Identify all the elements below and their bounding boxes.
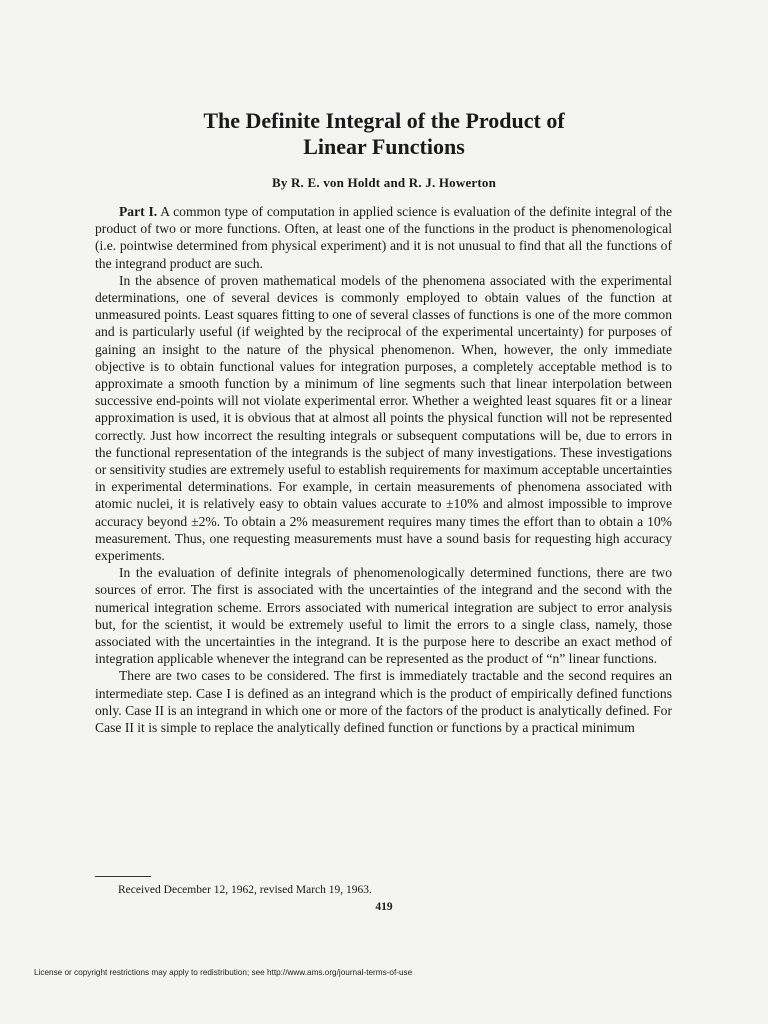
paragraph: There are two cases to be considered. The first is immediately tractable and the second requires an intermediate step. Case I is defined as an integrand which is the product of empirically defined functions only. Case II is an integrand in which one or more of the factors of the product is analytically defined. For Case II it is simple to replace the analytically defined function or functions by a practical minimum <box>95 668 672 736</box>
received-footnote: Received December 12, 1962, revised March 19, 1963. <box>118 884 372 896</box>
paper-title-line-2: Linear Functions <box>303 134 465 159</box>
author-byline: By R. E. von Holdt and R. J. Howerton <box>271 175 497 190</box>
section-lead: Part I. <box>119 204 158 219</box>
paragraph: In the absence of proven mathematical models of the phenomena associated with the experimental determinations, one of several devices is commonly employed to obtain values of the function at unmeasured points. Least squares fitting to one of several classes of functions is one of the more common and is particularly useful (if weighted by the reciprocal of the experimental uncertainty) for purposes of gaining an insight to the nature of the physical phenomenon. When, however, the only immediate objective is to obtain functional values for integration purposes, a completely acceptable method is to approximate a smooth function by a minimum of line segments such that linear interpolation between successive end-points will not violate experimental error. Whether a weighted least squares fit or a linear approximation is used, it is obvious that at almost all points the physical function will not be represented correctly. Just how incorrect the resulting integrals or subsequent computations will be, due to errors in the functional representation of the integrands is the subject of many investigations. These investigations or sensitivity studies are extremely useful to establish requirements for maximum acceptable uncertainties in experimental determinations. For example, in certain measurements of phenomena associated with atomic nuclei, it is relatively easy to obtain values accurate to ±10% and almost impossible to improve accuracy beyond ±2%. To obtain a 2% measurement requires many times the effort than to obtain a 10% measurement. Thus, one requesting measurements must have a sound basis for requesting high accuracy experiments. <box>95 272 672 564</box>
license-notice: License or copyright restrictions may apply to redistribution; see http://www.ams.org/journal-terms-of-use <box>34 968 413 977</box>
footnote-divider <box>95 876 151 877</box>
paragraph: In the evaluation of definite integrals of phenomenologically determined functions, there are two sources of error. The first is associated with the uncertainties of the integrand and the second with the numerical integration scheme. Errors associated with numerical integration are subject to error analysis but, for the scientist, it would be extremely useful to limit the errors to a single class, namely, those associated with the uncertainties in the integrand. It is the purpose here to describe an exact method of integration applicable whenever the integrand can be represented as the product of “n” linear functions. <box>95 565 672 667</box>
paper-title <box>0 108 768 160</box>
paper-title-line-1: The Definite Integral of the Product of <box>203 108 565 133</box>
page-number: 419 <box>375 901 393 913</box>
paragraph-part-one <box>95 203 672 272</box>
paragraph-text: A common type of computation in applied science is evaluation of the definite integral of the product of two or more functions. Often, at least one of the functions in the product is phenomenological (i.e. pointwise determined from physical experiment) and it is not unusual to find that all the functions of the integrand product are such. <box>95 204 672 271</box>
article-body <box>95 203 672 736</box>
